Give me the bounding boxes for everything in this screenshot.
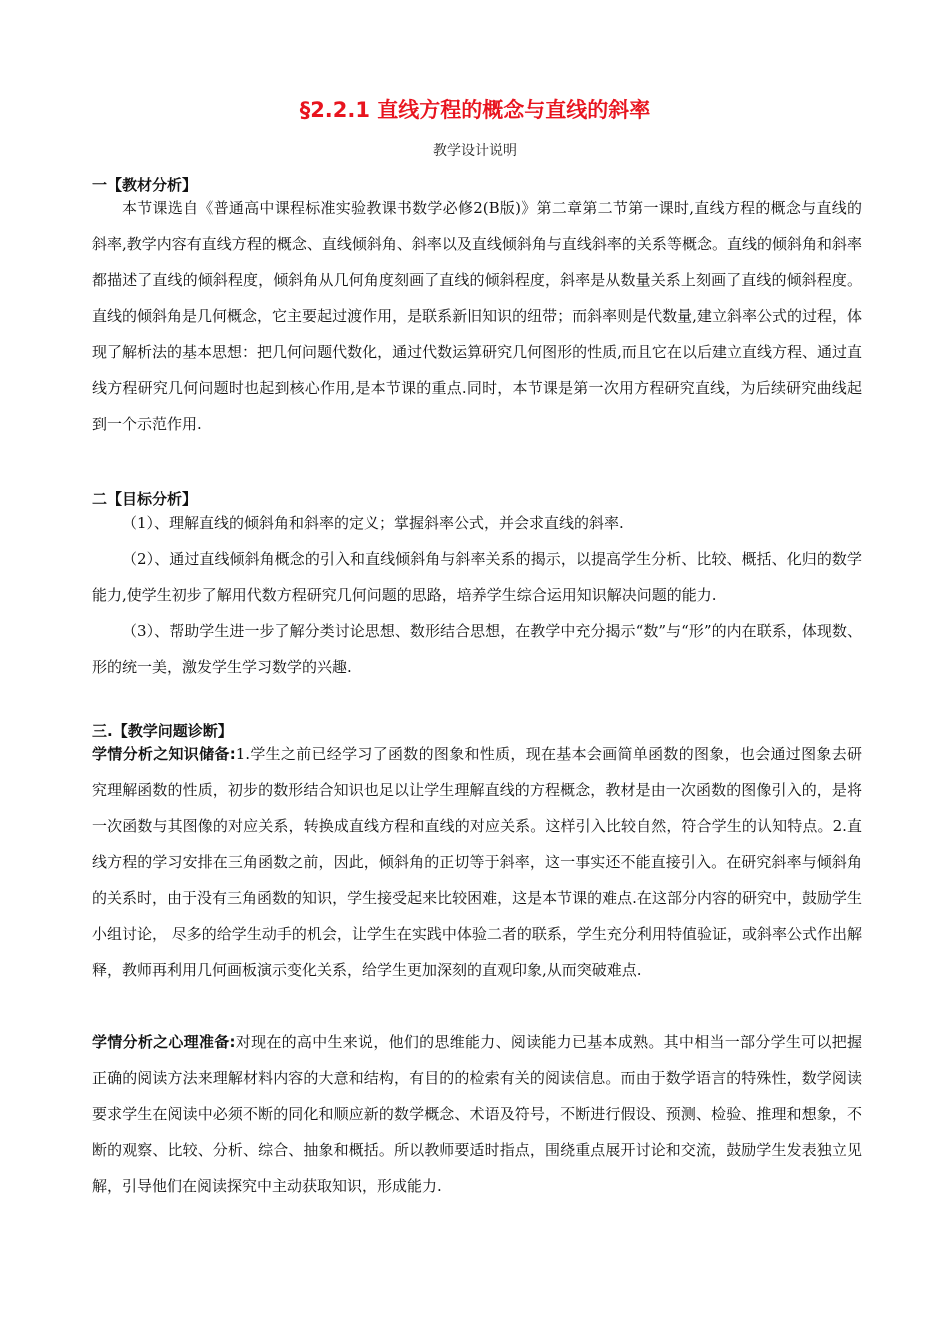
textbook-analysis-paragraph: 本节课选自《普通高中课程标准实验教课书数学必修2(B版)》第二章第二节第一课时,直线方程的概念与直线的斜率,教学内容有直线方程的概念、直线倾斜角、斜率以及直线倾斜角与直线斜率的关系等概念。直线的倾斜角和斜率都描述了直线的倾斜程度，倾斜角从几何角度刻画了直线的倾斜程度，斜率是从数量关系上刻画了直线的倾斜程度。直线的倾斜角是几何概念，它主要起过渡作用，是联系新旧知识的纽带；而斜率则是代数量,建立斜率公式的过程，体现了解析法的基本思想：把几何问题代数化，通过代数运算研究几何图形的性质,而且它在以后建立直线方程、通过直线方程研究几何问题时也起到核心作用,是本节课的重点.同时，本节课是第一次用方程研究直线，为后续研究曲线起到一个示范作用. bbox=[92, 199, 862, 433]
goal-item-2: （2）、通过直线倾斜角概念的引入和直线倾斜角与斜率关系的揭示，以提高学生分析、比较、概括、化归的数学能力,使学生初步了解用代数方程研究几何问题的思路，培养学生综合运用知识解决问题的能力. bbox=[92, 550, 862, 604]
psychological-prep-paragraph bbox=[92, 1024, 862, 1204]
section-heading-goal-analysis: 二【目标分析】 bbox=[92, 490, 198, 508]
psychological-prep-lead: 学情分析之心理准备: bbox=[92, 1033, 236, 1051]
goal-item-1: （1）、理解直线的倾斜角和斜率的定义；掌握斜率公式，并会求直线的斜率. bbox=[122, 514, 624, 532]
document-subtitle: 教学设计说明 bbox=[433, 143, 517, 159]
goal-item-3: （3）、帮助学生进一步了解分类讨论思想、数形结合思想，在教学中充分揭示“数”与“形”的内在联系，体现数、形的统一美，激发学生学习数学的兴趣. bbox=[92, 622, 862, 676]
section-heading-textbook-analysis: 一【教材分析】 bbox=[92, 176, 198, 194]
knowledge-reserve-paragraph bbox=[92, 736, 862, 988]
document-title: §2.2.1 直线方程的概念与直线的斜率 bbox=[299, 98, 651, 122]
knowledge-reserve-text: 1.学生之前已经学习了函数的图象和性质，现在基本会画简单函数的图象，也会通过图象去研究理解函数的性质，初步的数形结合知识也足以让学生理解直线的方程概念，教材是由一次函数的图像引入的，是将一次函数与其图像的对应关系，转换成直线方程和直线的对应关系。这样引入比较自然，符合学生的认知特点。2.直线方程的学习安排在三角函数之前，因此，倾斜角的正切等于斜率，这一事实还不能直接引入。在研究斜率与倾斜角的关系时，由于没有三角函数的知识，学生接受起来比较困难，这是本节课的难点.在这部分内容的研究中，鼓励学生小组讨论， 尽多的给学生动手的机会，让学生在实践中体验二者的联系，学生充分利用特值验证，或斜率公式作出解释，教师再利用几何画板演示变化关系，给学生更加深刻的直观印象,从而突破难点. bbox=[92, 745, 862, 979]
psychological-prep-text: 对现在的高中生来说，他们的思维能力、阅读能力已基本成熟。其中相当一部分学生可以把握正确的阅读方法来理解材料内容的大意和结构，有目的的检索有关的阅读信息。而由于数学语言的特殊性，数学阅读要求学生在阅读中必须不断的同化和顺应新的数学概念、术语及符号，不断进行假设、预测、检验、推理和想象，不断的观察、比较、分析、综合、抽象和概括。所以教师要适时指点，围绕重点展开讨论和交流，鼓励学生发表独立见解，引导他们在阅读探究中主动获取知识，形成能力. bbox=[92, 1033, 863, 1195]
section-heading-teaching-diagnosis: 三.【教学问题诊断】 bbox=[92, 722, 233, 740]
knowledge-reserve-lead: 学情分析之知识储备: bbox=[92, 745, 236, 763]
